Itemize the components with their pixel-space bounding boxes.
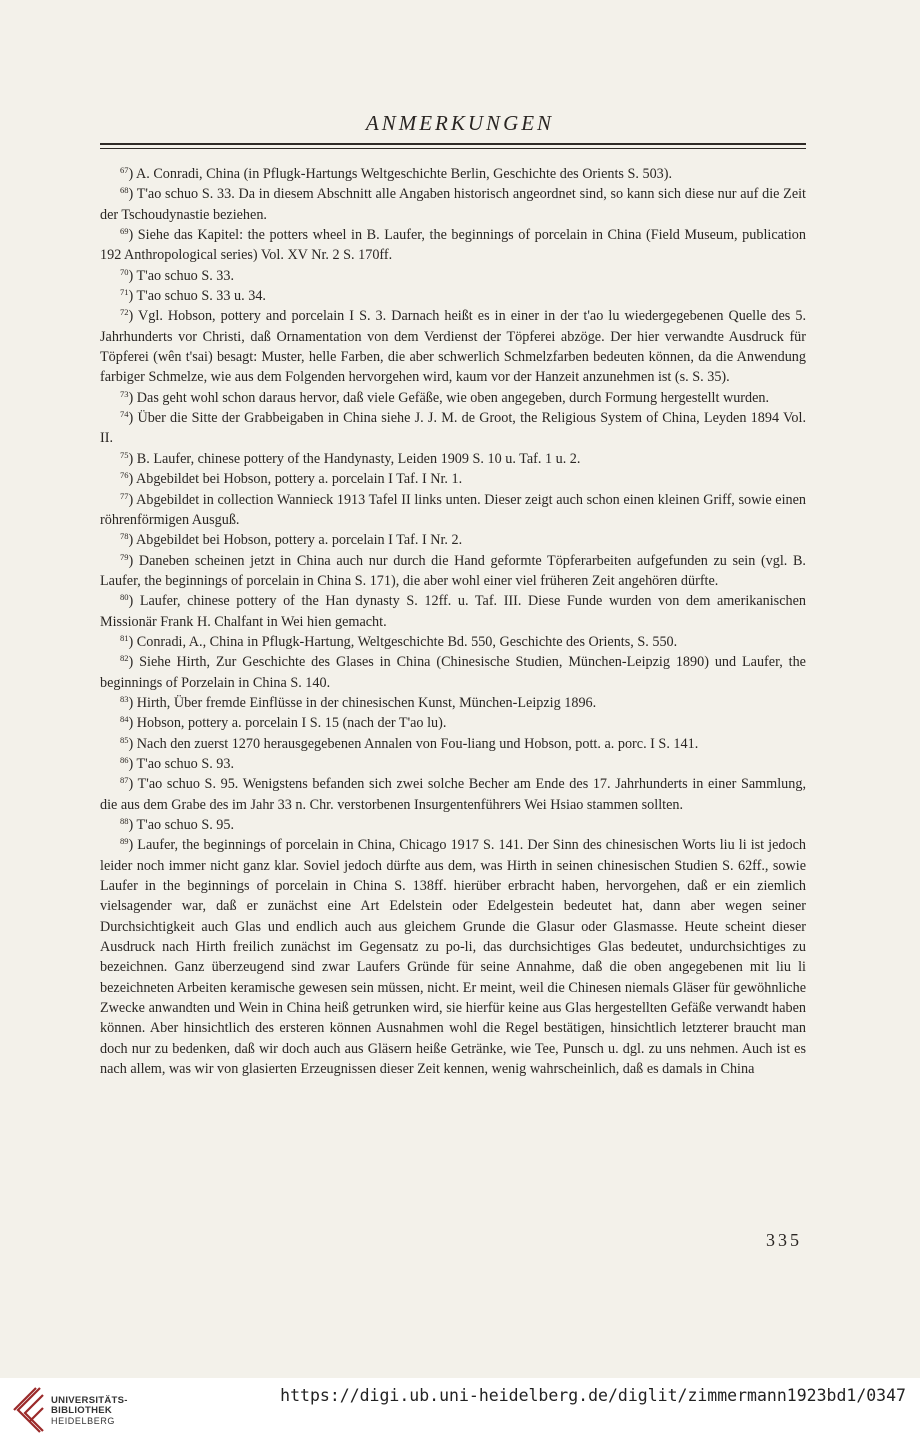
footnote-number: 77 bbox=[120, 490, 129, 501]
footnote-paren: ) bbox=[128, 471, 136, 488]
footnote-text: Abgebildet bei Hobson, pottery a. porcelain I Taf. I Nr. 2. bbox=[136, 532, 463, 549]
footnote-text: T'ao schuo S. 93. bbox=[136, 755, 235, 772]
footnote-paren: ) bbox=[128, 532, 136, 549]
header-rule-thick bbox=[100, 143, 806, 145]
footnote bbox=[100, 286, 806, 306]
footnote-paren: ) bbox=[128, 837, 138, 854]
footnote-paren: ) bbox=[128, 389, 137, 406]
footnote bbox=[100, 551, 806, 592]
footnote-paren: ) bbox=[128, 308, 139, 325]
footnote-paren: ) bbox=[128, 410, 138, 427]
footnote-number: 70 bbox=[120, 266, 129, 277]
footnote-text: T'ao schuo S. 33. Da in diesem Abschnitt alle Angaben historisch angeordnet sind, so kann sich diese nur auf die Zeit der Tschoudynastie beziehen. bbox=[100, 186, 807, 223]
logo-line-1: UNIVERSITÄTS- bbox=[51, 1395, 128, 1406]
footnote bbox=[100, 388, 806, 408]
footnote bbox=[100, 734, 806, 754]
footnote-paren: ) bbox=[128, 735, 137, 752]
footnote-text: Laufer, chinese pottery of the Han dynasty S. 12ff. u. Taf. III. Diese Funde wurden von dem amerikanischen Missionär Frank H. Chalfant in Wei hien gemacht. bbox=[100, 593, 806, 630]
footnote-number: 87 bbox=[120, 775, 129, 786]
footnote bbox=[100, 306, 806, 387]
footnote-paren: ) bbox=[128, 166, 136, 182]
footnote bbox=[100, 469, 806, 489]
footnote-text: Siehe Hirth, Zur Geschichte des Glases in China (Chinesische Studien, München-Leipzig 1890) und Laufer, the beginnings of Porzelain in China S. 140. bbox=[100, 654, 806, 691]
footnote-paren: ) bbox=[128, 715, 137, 732]
footnote-text: Laufer, the beginnings of porcelain in China, Chicago 1917 S. 141. Der Sinn des chinesischen Worts liu li ist jedoch leider noch immer nicht ganz klar. Soviel jedoch dürfte aus dem, was Hirth in seinen chinesischen Studien S. 62ff., sowie Laufer in the beginnings of porcelain in China S. 138ff. hierüber erbracht haben, hervorgehen, daß er ein ziemlich vielsagender war, daß er zunächst eine Art Edelstein oder Edelgestein bedeutet hat, dann aber wegen seiner Durchsichtigkeit auch Glas und endlich auch aus gleichem Grunde die Glasur oder Glasmasse. Heute scheint dieser Ausdruck nach Hirth freilich zunächst im Gegensatz zu po-li, das durchsichtiges Glas bedeutet, undurchsichtiges zu bezeichnen. Ganz überzeugend sind zwar Laufers Gründe für seine Annahme, daß die oben angegebenen mit liu li bezeichneten Arbeiten keramische gewesen sein müssen, nicht. Er meint, weil die Chinesen niemals Gläser für gewöhnliche Zwecke anwandten und Wein in China heiß getrunken wird, sie hierfür keine aus Glas hergestellten Gefäße verwandt haben können. Aber hinsichtlich des ersteren können Ausnahmen wohl die Regel bestätigen, hinsichtlich letzterer braucht man doch nur zu bedenken, daß wir doch auch aus Gläsern heiße Getränke, wie Tee, Punsch u. dgl. zu uns nehmen. Auch ist es nach allem, was wir von glasierten Erzeugnissen dieser Zeit kennen, wenig wahrscheinlich, daß es damals in China bbox=[100, 837, 806, 1078]
footnote-number: 75 bbox=[120, 449, 129, 460]
footnote-number: 76 bbox=[120, 470, 129, 481]
footnote-text: Abgebildet bei Hobson, pottery a. porcelain I Taf. I Nr. 1. bbox=[136, 471, 463, 488]
footnote bbox=[100, 774, 806, 815]
footnote-number: 83 bbox=[120, 693, 129, 704]
logo-line-3: HEIDELBERG bbox=[51, 1416, 116, 1426]
footnote-number: 78 bbox=[120, 531, 129, 542]
footnote-number: 84 bbox=[120, 714, 129, 725]
footnote bbox=[100, 266, 806, 286]
footnote-number: 68 bbox=[120, 185, 129, 196]
footnote-paren: ) bbox=[128, 654, 140, 671]
logo-line-2: BIBLIOTHEK bbox=[51, 1405, 113, 1416]
footnote-paren: ) bbox=[128, 552, 139, 569]
footnote-text: Abgebildet in collection Wannieck 1913 Tafel II links unten. Dieser zeigt auch schon einen kleinen Griff, sowie einen röhrenförmigen Ausguß. bbox=[100, 491, 806, 528]
university-library-logo-text bbox=[51, 1396, 128, 1426]
university-library-logo-icon bbox=[10, 1385, 46, 1435]
footnote-text: Über die Sitte der Grabbeigaben in China siehe J. J. M. de Groot, the Religious System of China, Leyden 1894 Vol. II. bbox=[100, 410, 806, 447]
footnote-text: T'ao schuo S. 95. Wenigstens befanden sich zwei solche Becher am Ende des 17. Jahrhunderts in einer Sammlung, die aus dem Grabe des im Jahr 33 n. Chr. verstorbenen Insurgentenführers Wei Hsiao stammen sollten. bbox=[100, 776, 806, 813]
footnote-text: B. Laufer, chinese pottery of the Handynasty, Leiden 1909 S. 10 u. Taf. 1 u. 2. bbox=[136, 450, 581, 467]
footnote-paren: ) bbox=[128, 491, 137, 508]
footnote bbox=[100, 449, 806, 469]
footnote-paren: ) bbox=[128, 633, 137, 650]
footnote bbox=[100, 632, 806, 652]
footnote-paren: ) bbox=[128, 288, 137, 305]
footnote-text: Conradi, A., China in Pflugk-Hartung, Weltgeschichte Bd. 550, Geschichte des Orients, S. 550. bbox=[136, 633, 678, 650]
footnote-text: Siehe das Kapitel: the potters wheel in B. Laufer, the beginnings of porcelain in China (Field Museum, publication 192 Anthropological series) Vol. XV Nr. 2 S. 170ff. bbox=[100, 227, 806, 264]
footnote-number: 86 bbox=[120, 754, 129, 765]
footnote-paren: ) bbox=[128, 817, 137, 833]
page-permalink[interactable]: https://digi.ub.uni-heidelberg.de/diglit/zimmermann1923bd1/0347 bbox=[280, 1386, 906, 1405]
footnote bbox=[100, 530, 806, 550]
footnote-number: 73 bbox=[120, 388, 129, 399]
footnote bbox=[100, 225, 806, 266]
footnote bbox=[100, 754, 806, 774]
footnote bbox=[100, 713, 806, 733]
footnote bbox=[100, 408, 806, 449]
footnote-paren: ) bbox=[128, 450, 137, 467]
footnote bbox=[100, 591, 806, 632]
footnote bbox=[100, 652, 806, 693]
footnote-number: 89 bbox=[120, 836, 129, 847]
footnote-text: T'ao schuo S. 33 u. 34. bbox=[136, 288, 266, 305]
footnote-text: Das geht wohl schon daraus hervor, daß viele Gefäße, wie oben angegeben, durch Formung hergestellt wurden. bbox=[136, 389, 770, 406]
footnote bbox=[100, 490, 806, 531]
footnote bbox=[100, 164, 806, 184]
footnote-number: 88 bbox=[120, 816, 129, 826]
footnote-text: Hobson, pottery a. porcelain I S. 15 (nach der T'ao lu). bbox=[136, 715, 447, 732]
footnote-number: 79 bbox=[120, 551, 129, 562]
footnote-number: 85 bbox=[120, 734, 129, 745]
footnote-text: Nach den zuerst 1270 herausgegebenen Annalen von Fou-liang und Hobson, pott. a. porc. I S. 141. bbox=[136, 735, 699, 752]
footnote bbox=[100, 835, 806, 1079]
footnote-text: T'ao schuo S. 33. bbox=[136, 267, 235, 284]
header-rule-thin bbox=[100, 148, 806, 149]
footnote-text: Daneben scheinen jetzt in China auch nur durch die Hand geformte Töpferarbeiten aufgefunden zu sein (vgl. B. Laufer, the beginnings of porcelain in China S. 171), die aber wohl einer viel früheren Zeit angehören dürfte. bbox=[100, 552, 806, 589]
running-header: ANMERKUNGEN bbox=[365, 111, 555, 135]
footnote-paren: ) bbox=[128, 186, 137, 203]
footnote-paren: ) bbox=[128, 227, 138, 244]
footnote-text: A. Conradi, China (in Pflugk-Hartungs Weltgeschichte Berlin, Geschichte des Orients S. 503). bbox=[136, 166, 673, 182]
footnote-number: 82 bbox=[120, 653, 129, 664]
footnote-number: 74 bbox=[120, 409, 129, 420]
footnote-number: 72 bbox=[120, 307, 129, 318]
footnote-number: 69 bbox=[120, 226, 129, 237]
footnote-paren: ) bbox=[128, 593, 140, 610]
footnote bbox=[100, 693, 806, 713]
footnote-number: 67 bbox=[120, 165, 129, 175]
footnotes-list bbox=[100, 164, 806, 1079]
footnote-text: Vgl. Hobson, pottery and porcelain I S. 3. Darnach heißt es in einer in der t'ao lu wiedergegebenen Quelle des 5. Jahrhunderts vor Christi, daß Ornamentation von dem Verdienst der Töpferei abzöge. Der hier verwandte Ausdruck für Töpferei (wên t'sai) besagt: Muster, helle Farben, die aber schwerlich Schmelzfarben bedeuten können, da die Anwendung farbiger Schmelze, wie aus dem Folgenden hervorgehen wird, kaum vor der Hanzeit anzunehmen ist (s. S. 35). bbox=[100, 308, 807, 386]
footnote bbox=[100, 815, 806, 835]
footnote-number: 80 bbox=[120, 592, 129, 603]
footnote-text: T'ao schuo S. 95. bbox=[136, 817, 235, 833]
footnote-paren: ) bbox=[128, 694, 137, 711]
footnote-number: 71 bbox=[120, 287, 129, 298]
footnote-paren: ) bbox=[128, 267, 137, 284]
footnote-number: 81 bbox=[120, 632, 129, 643]
footnote-paren: ) bbox=[128, 776, 138, 793]
footnote-text: Hirth, Über fremde Einflüsse in der chinesischen Kunst, München-Leipzig 1896. bbox=[136, 694, 597, 711]
footnote bbox=[100, 184, 806, 225]
page-number: 335 bbox=[766, 1230, 802, 1250]
footnote-paren: ) bbox=[128, 755, 137, 772]
